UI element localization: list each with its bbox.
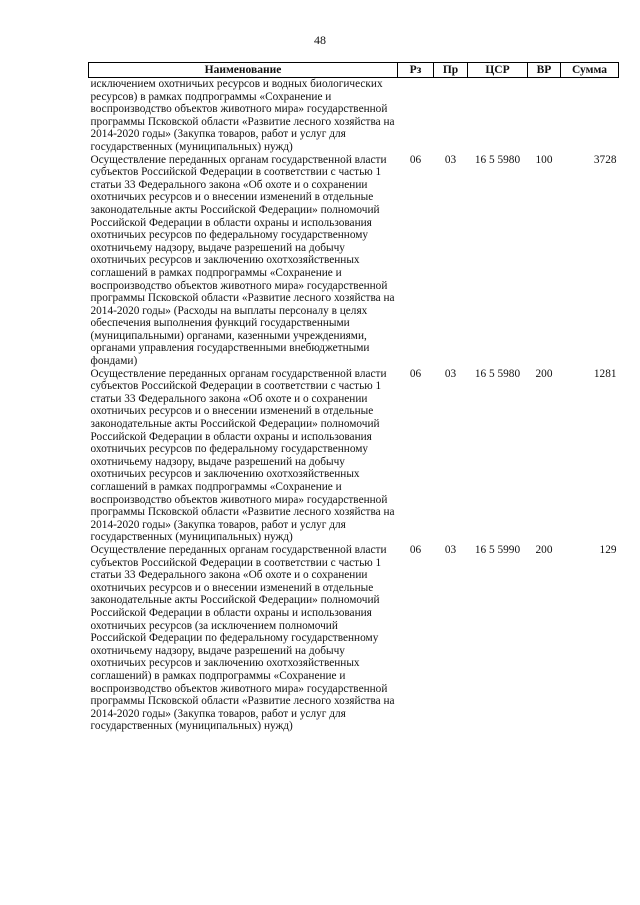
row-csr: 16 5 5980 <box>474 153 521 166</box>
budget-table <box>88 62 619 733</box>
header-csr: ЦСР <box>468 63 528 78</box>
header-rz: Рз <box>398 63 434 78</box>
row-rz: 06 <box>409 367 422 380</box>
table-header-row <box>89 63 619 78</box>
row-vr: 200 <box>535 543 553 556</box>
row-sum: 1281 <box>593 367 617 380</box>
row-name: исключением охотничьих ресурсов и водных биологических ресурсов) в рамках подпрограммы «Сохранение и воспроизводство объектов животного мира» государственной программы Псковской области «Развитие лесного хозяйства на 2014-2020 годы» (Закупка товаров, работ и услуг для государственных (муниципальных) нужд) <box>90 78 395 153</box>
row-pr <box>434 78 468 154</box>
row-name: Осуществление переданных органам государственной власти субъектов Российской Федерации в соответствии с частью 1 статьи 33 Федерального закона «Об охоте и о сохранении охотничьих ресурсов и о внесении изменений в отдельные законодательные акты Российской Федерации» полномочий Российской Федерации в области охраны и использования охотничьих ресурсов (за исключением полномочий Российской Федерации по федеральному государственному охотничьему надзору, выдаче разрешений на добычу охотничьих ресурсов и заключению охотхозяйственных соглашений) в рамках подпрограммы «Сохранение и воспроизводство объектов животного мира» государственной программы Псковской области «Развитие лесного хозяйства на 2014-2020 годы» (Закупка товаров, работ и услуг для государственных (муниципальных) нужд) <box>90 543 395 733</box>
row-sum <box>561 78 619 154</box>
row-pr: 03 <box>444 543 457 556</box>
page-number: 48 <box>314 33 326 47</box>
row-pr: 03 <box>444 153 457 166</box>
row-rz <box>398 78 434 154</box>
header-name: Наименование <box>89 63 398 78</box>
row-rz: 06 <box>409 543 422 556</box>
row-vr <box>528 78 561 154</box>
header-pr: Пр <box>434 63 468 78</box>
row-rz: 06 <box>409 153 422 166</box>
row-vr: 100 <box>535 153 553 166</box>
row-pr: 03 <box>444 367 457 380</box>
row-csr: 16 5 5980 <box>474 367 521 380</box>
table-row <box>89 544 619 733</box>
row-vr: 200 <box>535 367 553 380</box>
row-name: Осуществление переданных органам государственной власти субъектов Российской Федерации в соответствии с частью 1 статьи 33 Федерального закона «Об охоте и о сохранении охотничьих ресурсов и о внесении изменений в отдельные законодательные акты Российской Федерации» полномочий Российской Федерации в области охраны и использования охотничьих ресурсов по федеральному государственному охотничьему надзору, выдаче разрешений на добычу охотничьих ресурсов и заключению охотхозяйственных соглашений в рамках подпрограммы «Сохранение и воспроизводство объектов животного мира» государственной программы Псковской области «Развитие лесного хозяйства на 2014-2020 годы» (Закупка товаров, работ и услуг для государственных (муниципальных) нужд) <box>90 367 395 544</box>
header-vr: ВР <box>528 63 561 78</box>
row-csr <box>468 78 528 154</box>
table-row <box>89 78 619 154</box>
row-name: Осуществление переданных органам государственной власти субъектов Российской Федерации в соответствии с частью 1 статьи 33 Федерального закона «Об охоте и о сохранении охотничьих ресурсов и о внесении изменений в отдельные законодательные акты Российской Федерации» полномочий Российской Федерации в области охраны и использования охотничьих ресурсов по федеральному государственному охотничьему надзору, выдаче разрешений на добычу охотничьих ресурсов и заключению охотхозяйственных соглашений в рамках подпрограммы «Сохранение и воспроизводство объектов животного мира» государственной программы Псковской области «Развитие лесного хозяйства на 2014-2020 годы» (Расходы на выплаты персоналу в целях обеспечения выполнения функций государственными (муниципальными) органами, казенными учреждениями, органами управления государственными внебюджетными фондами) <box>90 153 395 368</box>
row-sum: 129 <box>599 543 617 556</box>
table-row <box>89 368 619 544</box>
header-sum: Сумма <box>561 63 619 78</box>
row-sum: 3728 <box>593 153 617 166</box>
table-row <box>89 154 619 368</box>
row-csr: 16 5 5990 <box>474 543 521 556</box>
